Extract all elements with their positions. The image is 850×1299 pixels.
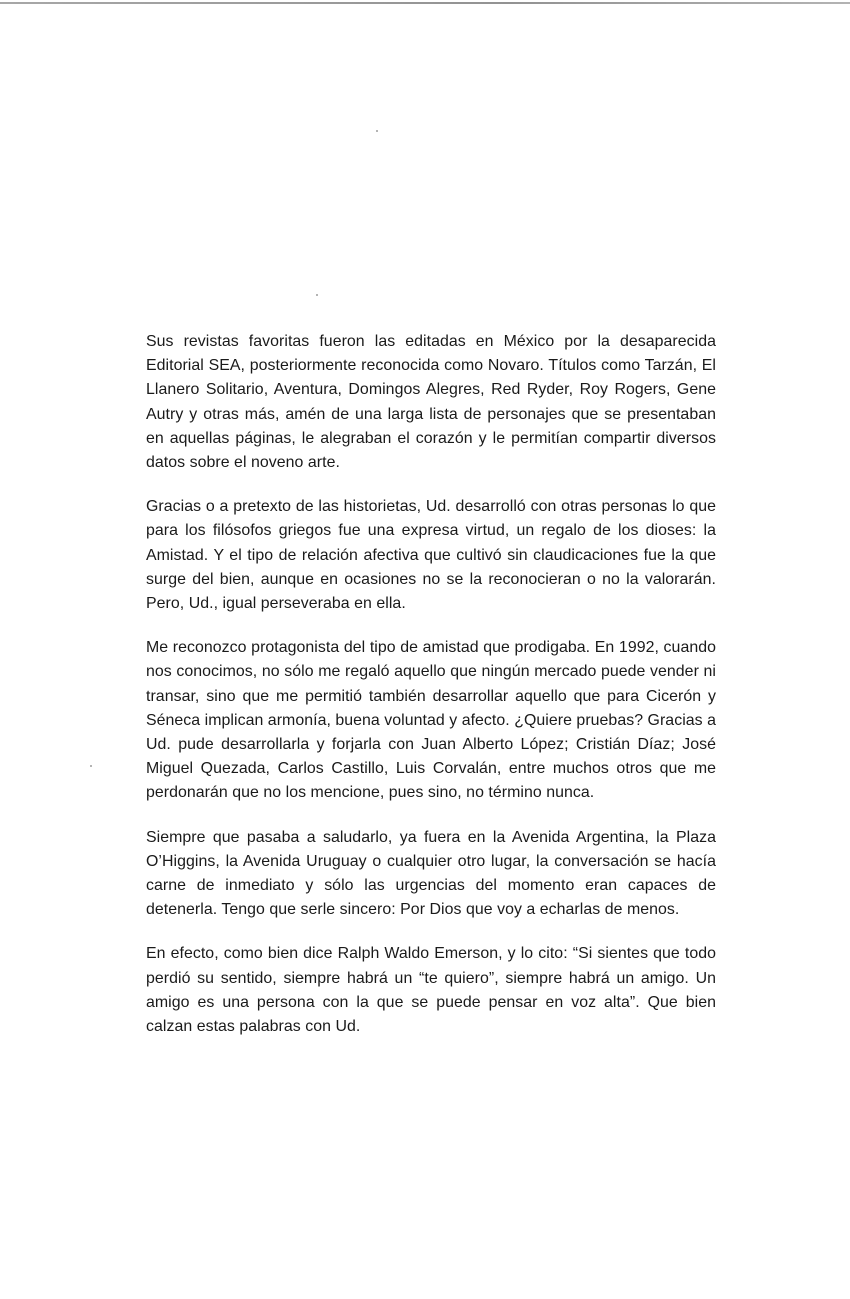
paragraph-protagonist: Me reconozco protagonista del tipo de amistad que prodigaba. En 1992, cuando nos conocimos, no sólo me regaló aquello que ningún mercado puede vender ni transar, sino que me permitió también desarrollar aquello que para Cicerón y Séneca implican armonía, buena voluntad y afecto. ¿Quiere pruebas? Gracias a Ud. pude desarrollarla y forjarla con Juan Alberto López; Cristián Díaz; José Miguel Quezada, Carlos Castillo, Luis Corvalán, entre muchos otros que me perdonarán que no los mencione, pues sino, no término nunca. <box>146 639 717 802</box>
scan-speck <box>316 294 318 296</box>
document-body <box>146 330 716 1059</box>
paragraph-favorite-magazines: Sus revistas favoritas fueron las editadas en México por la desaparecida Editorial SEA, posteriormente reconocida como Novaro. Títulos como Tarzán, El Llanero Solitario, Aventura, Domingos Alegres, Red Ryder, Roy Rogers, Gene Autry y otras más, amén de una larga lista de personajes que se presentaban en aquellas páginas, le alegraban el corazón y le permitían compartir diversos datos sobre el noveno arte. <box>146 333 716 472</box>
paragraph-emerson-quote: En efecto, como bien dice Ralph Waldo Emerson, y lo cito: “Si sientes que todo perdió su sentido, siempre habrá un “te quiero”, siempre habrá un amigo. Un amigo es una persona con la que se puede pensar en voz alta”. Que bien calzan estas palabras con Ud. <box>146 945 716 1036</box>
paragraph-conversations: Siempre que pasaba a saludarlo, ya fuera en la Avenida Argentina, la Plaza O’Higgins, la Avenida Uruguay o cualquier otro lugar, la conversación se hacía carne de inmediato y sólo las urgencias del momento eran capaces de detenerla. Tengo que serle sincero: Por Dios que voy a echarlas de menos. <box>146 828 716 919</box>
paragraph-friendship-virtue: Gracias o a pretexto de las historietas, Ud. desarrolló con otras personas lo que para los filósofos griegos fue una expresa virtud, un regalo de los dioses: la Amistad. Y el tipo de relación afectiva que cultivó sin claudicaciones fue la que surge del bien, aunque en ocasiones no se la reconocieran o no la valorarán. Pero, Ud., igual perseveraba en ella. <box>146 498 716 613</box>
scan-speck <box>90 765 92 767</box>
scan-top-edge <box>0 2 850 4</box>
scan-speck <box>376 130 378 132</box>
